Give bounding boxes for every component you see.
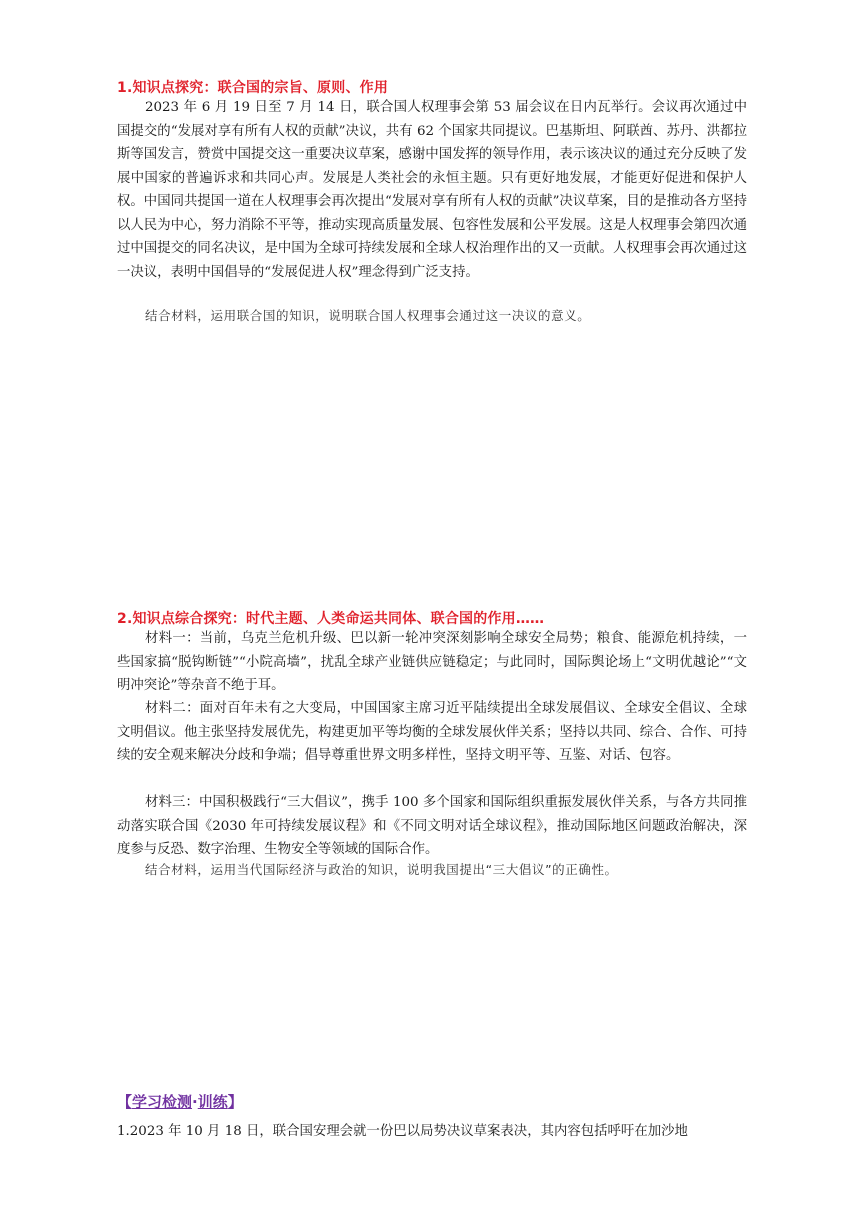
section2-question: 结合材料，运用当代国际经济与政治的知识，说明我国提出“三大倡议”的正确性。 xyxy=(145,862,618,877)
practice-title-bracket-right: 】 xyxy=(227,1093,243,1111)
section1-question: 结合材料，运用联合国的知识，说明联合国人权理事会通过这一决议的意义。 xyxy=(145,308,591,323)
section1-heading: 1.知识点探究：联合国的宗旨、原则、作用 xyxy=(117,80,389,96)
practice-title-part2: 训练 xyxy=(197,1093,228,1111)
practice-section-title xyxy=(117,1091,243,1112)
practice-item-1: 1.2023 年 10 月 18 日，联合国安理会就一份巴以局势决议草案表决，其内容包括呼吁在加沙地 xyxy=(117,1124,688,1139)
section2-material2: 材料二：面对百年未有之大变局，中国国家主席习近平陆续提出全球发展倡议、全球安全倡议、全球文明倡议。他主张坚持发展优先，构建更加平等均衡的全球发展伙伴关系；坚持以共同、综合、合作、可持续的安全观来解决分歧和争端；倡导尊重世界文明多样性，坚持文明平等、互鉴、对话、包容。 xyxy=(117,701,747,763)
section2-heading: 2.知识点综合探究：时代主题、人类命运共同体、联合国的作用…… xyxy=(117,611,545,627)
practice-title-dot: · xyxy=(192,1093,198,1111)
section2-material1: 材料一：当前，乌克兰危机升级、巴以新一轮冲突深刻影响全球安全局势；粮食、能源危机持续，一些国家搞“脱钩断链”“小院高墙”，扰乱全球产业链供应链稳定；与此同时，国际舆论场上“文明优越论”“文明冲突论”等杂音不绝于耳。 xyxy=(117,631,747,693)
practice-title-part1: 学习检测 xyxy=(132,1093,193,1111)
section2-material3: 材料三：中国积极践行“三大倡议”，携手 100 多个国家和国际组织重振发展伙伴关系，与各方共同推动落实联合国《2030 年可持续发展议程》和《不同文明对话全球议程》，推动国际地区问题政治解决，深度参与反恐、数字治理、生物安全等领域的国际合作。 xyxy=(117,795,747,857)
section1-paragraph: 2023 年 6 月 19 日至 7 月 14 日，联合国人权理事会第 53 届会议在日内瓦举行。会议再次通过中国提交的“发展对享有所有人权的贡献”决议，共有 62 个国家共同提议。巴基斯坦、阿联酋、苏丹、洪都拉斯等国发言，赞赏中国提交这一重要决议草案，感谢中国发挥的领导作用，表示该决议的通过充分反映了发展中国家的普遍诉求和共同心声。发展是人类社会的永恒主题。只有更好地发展，才能更好促进和保护人权。中国同共提国一道在人权理事会再次提出“发展对享有所有人权的贡献”决议草案，目的是推动各方坚持以人民为中心，努力消除不平等，推动实现高质量发展、包容性发展和公平发展。这是人权理事会第四次通过中国提交的同名决议，是中国为全球可持续发展和全球人权治理作出的又一贡献。人权理事会再次通过这一决议，表明中国倡导的“发展促进人权”理念得到广泛支持。 xyxy=(117,100,747,280)
practice-title-bracket-left: 【 xyxy=(117,1093,133,1111)
